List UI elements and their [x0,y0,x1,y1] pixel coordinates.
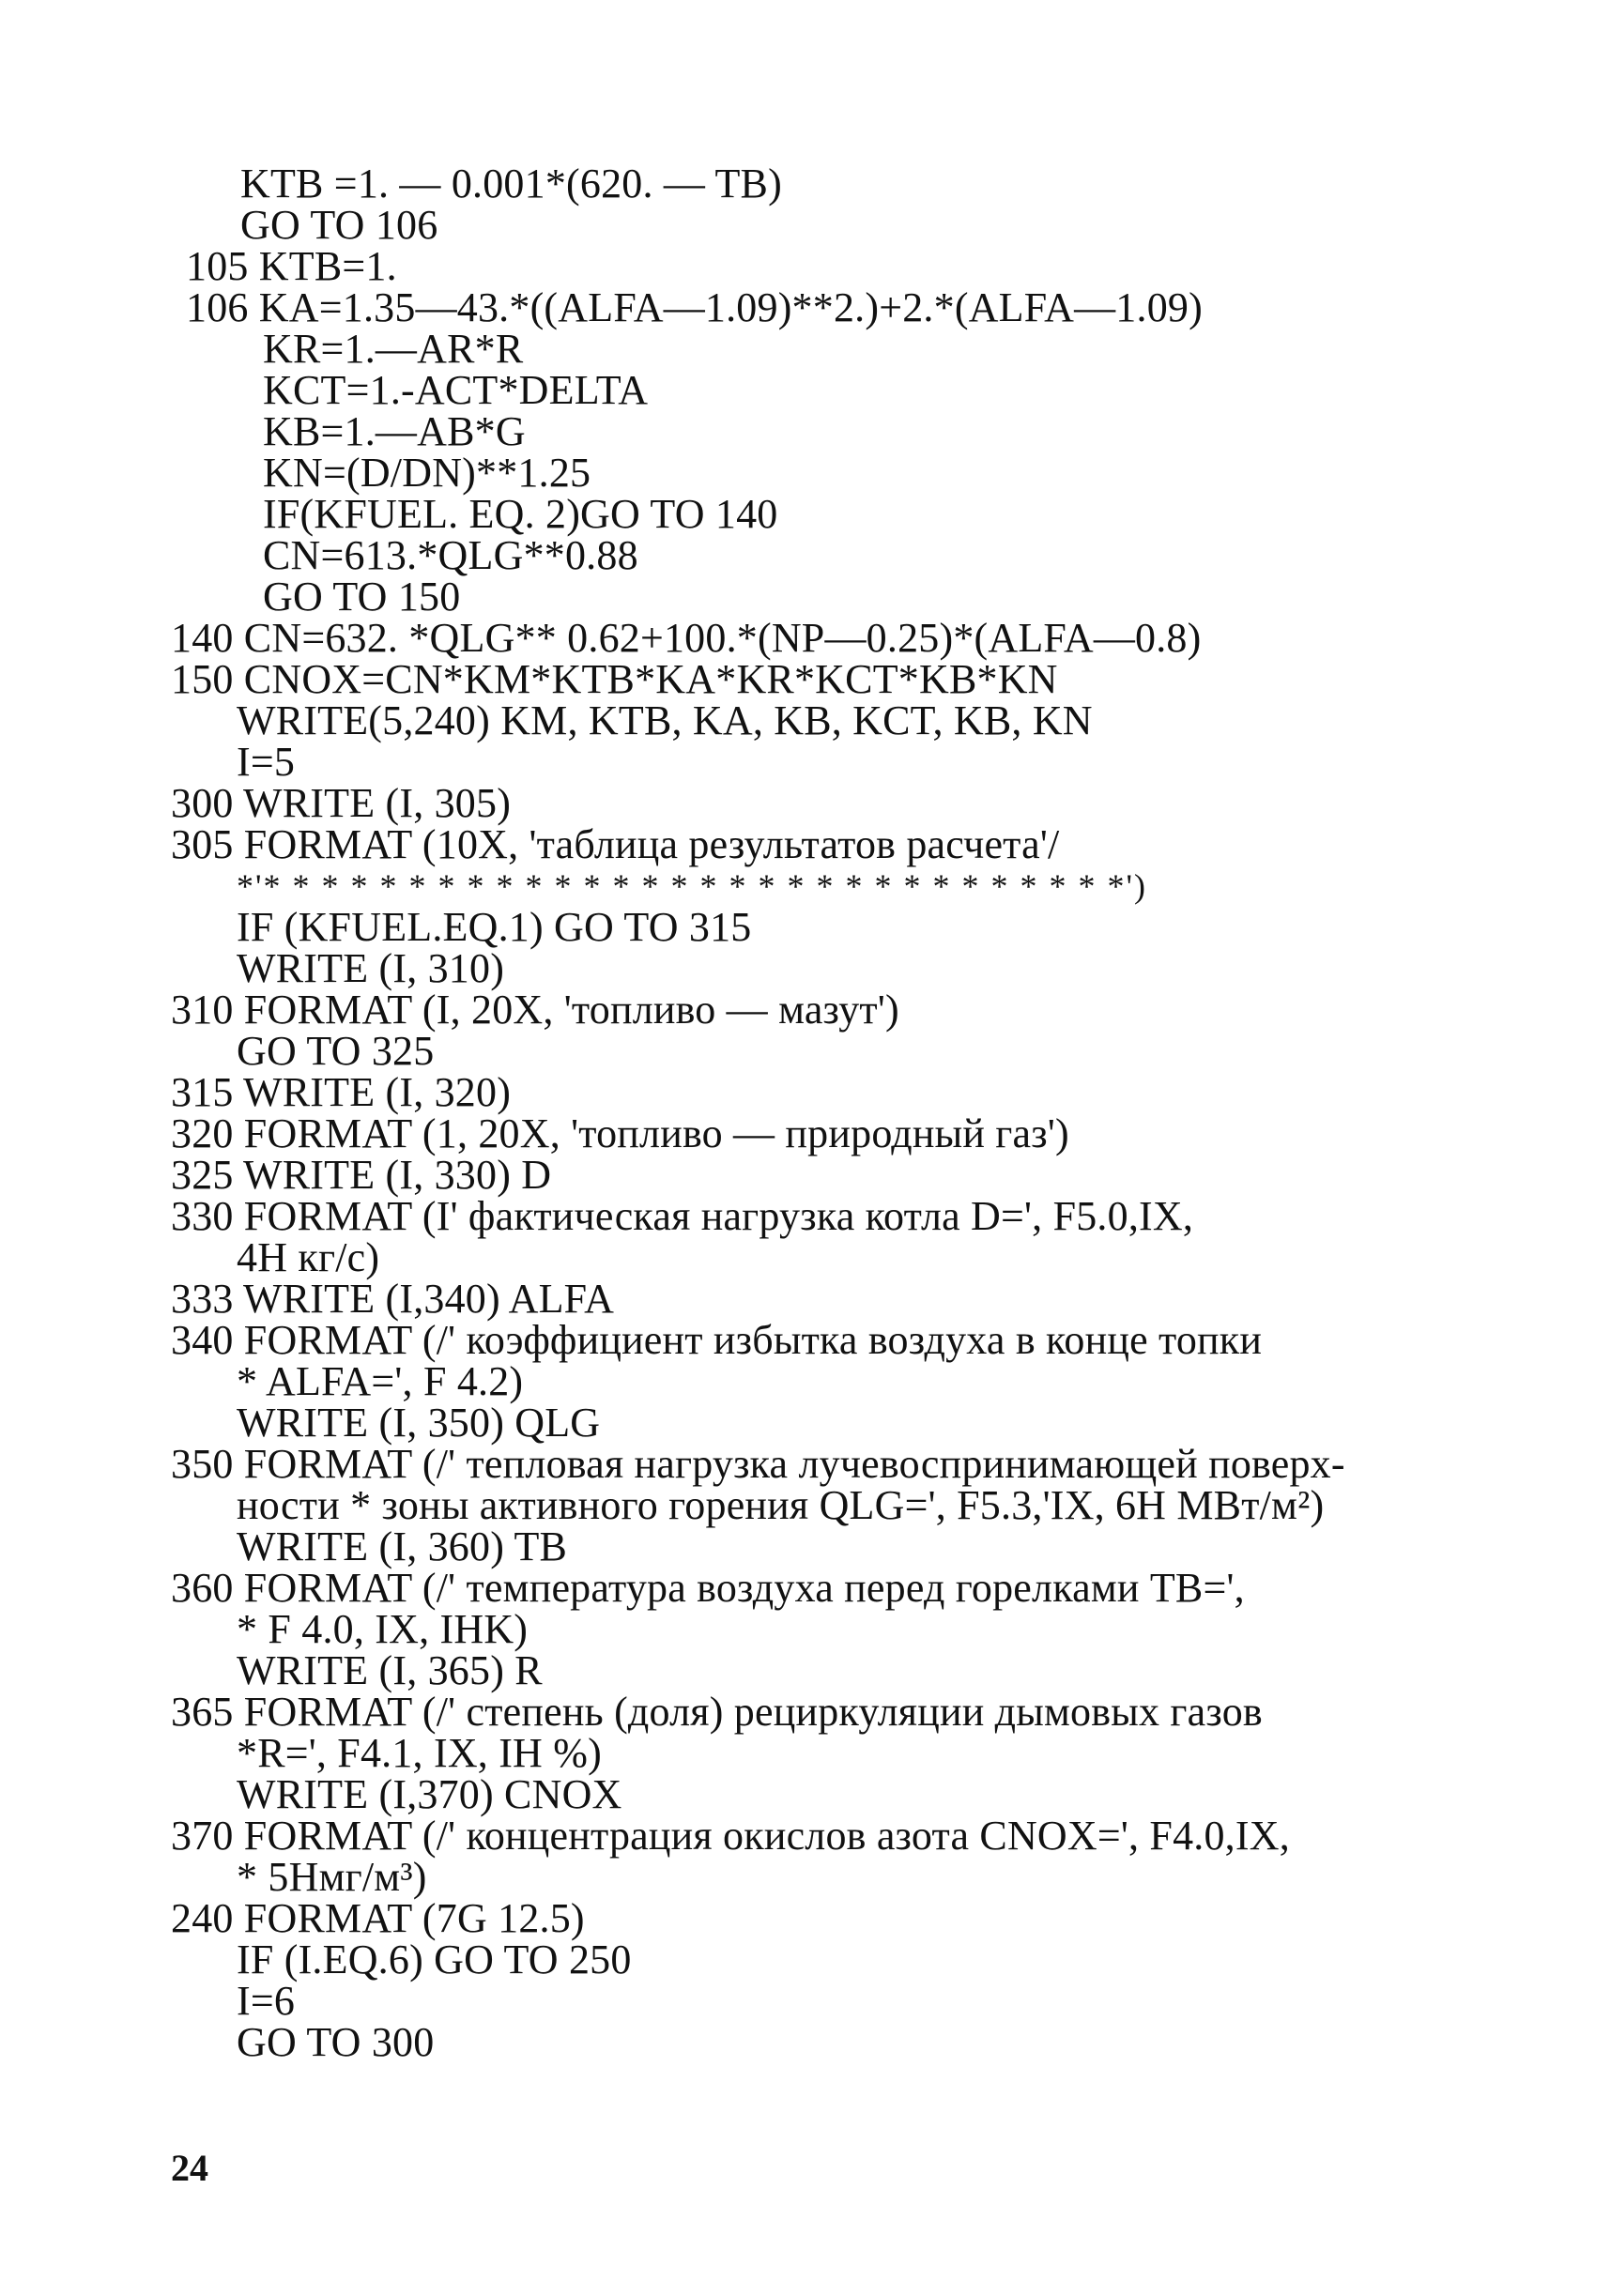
code-line: 4H кг/с) [237,1234,380,1280]
code-line: WRITE (I, 365) R [237,1647,543,1693]
code-line: GO TO 300 [237,2019,435,2065]
code-line: IF (KFUEL.EQ.1) GO TO 315 [237,904,752,950]
code-line: 315 WRITE (I, 320) [171,1069,512,1115]
code-line: 370 FORMAT (/' концентрация окислов азота CNOX=', F4.0,IX, [171,1813,1290,1859]
code-line: 105 KTB=1. [186,243,397,289]
code-line: 310 FORMAT (I, 20X, 'топливо — мазут') [171,987,899,1033]
code-line: I=5 [237,739,296,785]
code-line: KB=1.—AB*G [263,408,526,454]
code-line: IF(KFUEL. EQ. 2)GO TO 140 [263,491,778,537]
code-line: WRITE (I, 350) QLG [237,1400,601,1446]
code-line: 365 FORMAT (/' степень (доля) рециркуляции дымовых газов [171,1689,1263,1735]
code-line: 150 CNOX=CN*KM*KTB*KA*KR*KCT*KB*KN [171,656,1058,702]
code-line: WRITE(5,240) KM, KTB, KA, KB, KCT, KB, KN [237,697,1093,743]
page-number: 24 [171,2147,208,2189]
code-line: 240 FORMAT (7G 12.5) [171,1895,585,1941]
code-line: KN=(D/DN)**1.25 [263,450,591,496]
code-line: KCT=1.-ACT*DELTA [263,367,649,413]
code-line: 140 CN=632. *QLG** 0.62+100.*(NP—0.25)*(ALFA—0.8) [171,615,1202,661]
code-line: * 5Hмг/м³) [237,1854,427,1900]
code-line: CN=613.*QLG**0.88 [263,532,638,578]
code-line: 320 FORMAT (1, 20X, 'топливо — природный газ') [171,1110,1069,1156]
code-line: WRITE (I, 310) [237,945,505,991]
code-line: 350 FORMAT (/' тепловая нагрузка лучевоспринимающей поверх- [171,1441,1345,1487]
code-line: * F 4.0, IX, IHK) [237,1606,529,1652]
code-line: GO TO 325 [237,1028,435,1074]
code-line: * ALFA=', F 4.2) [237,1358,524,1404]
code-line: ности * зоны активного горения QLG=', F5.3,'IX, 6H МВт/м²) [237,1482,1325,1528]
code-line: I=6 [237,1978,296,2024]
code-line: 330 FORMAT (I' фактическая нагрузка котла D=', F5.0,IX, [171,1193,1194,1239]
code-line: GO TO 150 [263,574,461,620]
code-line: KR=1.—AR*R [263,326,524,372]
code-line: 340 FORMAT (/' коэффициент избытка воздуха в конце топки [171,1317,1263,1363]
code-line: WRITE (I, 360) TB [237,1523,568,1569]
code-line: *R=', F4.1, IX, IH %) [237,1730,602,1776]
code-line: 325 WRITE (I, 330) D [171,1152,552,1198]
code-line: 106 KA=1.35—43.*((ALFA—1.09)**2.)+2.*(ALFA—1.09) [186,284,1203,330]
code-line: 300 WRITE (I, 305) [171,780,512,826]
code-line: 360 FORMAT (/' температура воздуха перед горелками TB=', [171,1565,1245,1611]
code-line: *'* * * * * * * * * * * * * * * * * * * * * * * * * * * * * *') [237,867,1147,905]
code-line: IF (I.EQ.6) GO TO 250 [237,1936,632,1982]
code-line: KTB =1. — 0.001*(620. — TB) [240,161,782,207]
code-line: 333 WRITE (I,340) ALFA [171,1276,615,1322]
code-line: WRITE (I,370) CNOX [237,1771,622,1817]
code-line: GO TO 106 [240,202,438,248]
code-line: 305 FORMAT (10X, 'таблица результатов расчета'/ [171,821,1060,867]
